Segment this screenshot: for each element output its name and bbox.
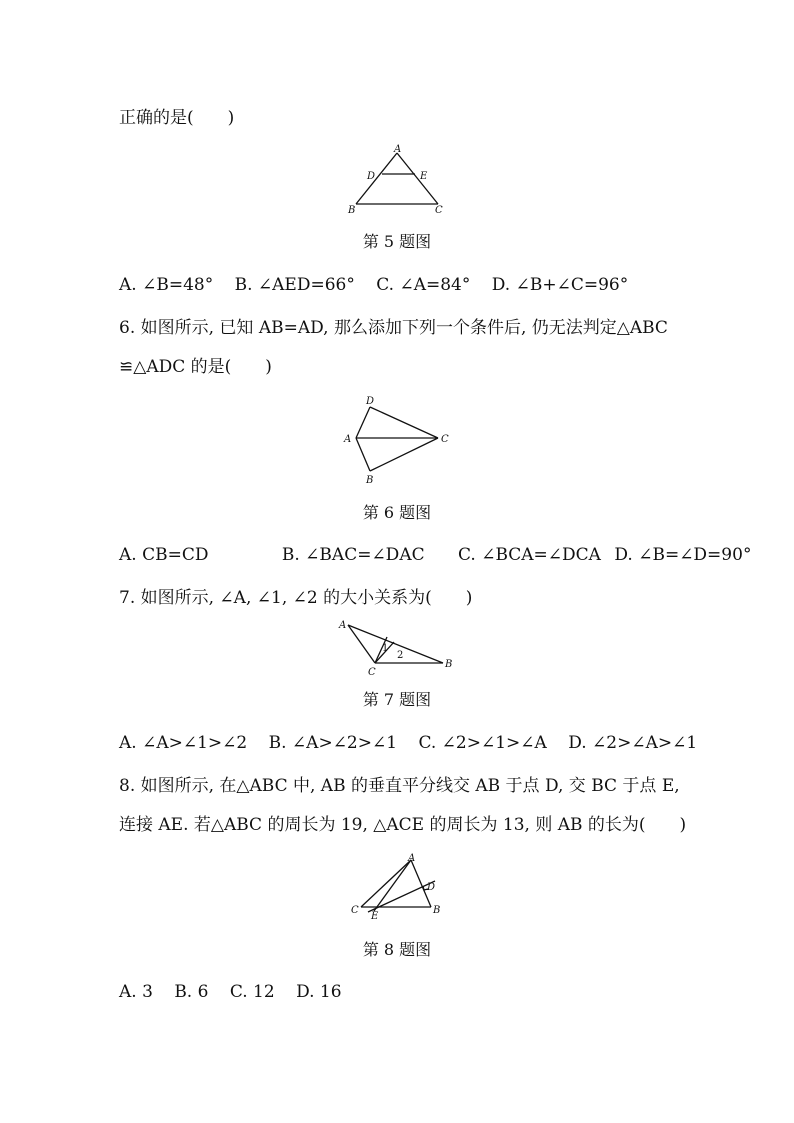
- q7-caption: 第 7 题图: [362, 690, 432, 709]
- q8-figure: [345, 849, 455, 921]
- q8-option-d[interactable]: D. 16: [296, 982, 342, 1002]
- q8-label-a: A: [408, 853, 416, 864]
- q6-option-c[interactable]: C. ∠BCA=∠DCA: [458, 545, 601, 565]
- q6-options: [119, 543, 767, 567]
- q5-label-a: A: [394, 144, 402, 155]
- q7-figure: [335, 618, 465, 678]
- q5-caption: 第 5 题图: [362, 232, 432, 251]
- q7-label-angle2: 2: [397, 650, 404, 661]
- q5-label-e: E: [420, 171, 428, 182]
- q8-label-d: D: [427, 882, 436, 893]
- q5-figure: [340, 142, 460, 220]
- q6-label-a: A: [344, 434, 352, 445]
- q5-label-b: B: [348, 205, 356, 216]
- q5-stem-tail: 正确的是( ): [119, 108, 235, 128]
- q8-option-b[interactable]: B. 6: [174, 982, 209, 1002]
- q7-option-d[interactable]: D. ∠2>∠A>∠1: [568, 733, 698, 753]
- q7-label-b: B: [445, 659, 453, 670]
- q6-option-d[interactable]: D. ∠B=∠D=90°: [614, 545, 752, 565]
- q6-caption: 第 6 题图: [362, 503, 432, 522]
- q7-options: [119, 731, 713, 755]
- q7-triangle-diagram: [335, 618, 465, 678]
- q5-label-d: D: [367, 171, 376, 182]
- q5-option-a[interactable]: A. ∠B=48°: [119, 275, 214, 295]
- q6-label-b: B: [366, 475, 374, 486]
- q7-label-a: A: [339, 620, 347, 631]
- q5-option-d[interactable]: D. ∠B+∠C=96°: [491, 275, 629, 295]
- q8-label-b: B: [433, 905, 441, 916]
- q5-options: [119, 273, 644, 297]
- q8-label-c: C: [351, 905, 359, 916]
- q6-option-a[interactable]: A. CB=CD: [119, 545, 209, 565]
- q8-stem-line1: 8. 如图所示, 在△ABC 中, AB 的垂直平分线交 AB 于点 D, 交 BC 于点 E,: [119, 776, 680, 796]
- q7-label-angle1: 1: [382, 643, 389, 654]
- q7-option-b[interactable]: B. ∠A>∠2>∠1: [268, 733, 398, 753]
- q6-stem-line2: ≌△ADC 的是( ): [119, 357, 272, 377]
- q6-label-d: D: [366, 396, 375, 407]
- q5-option-c[interactable]: C. ∠A=84°: [376, 275, 471, 295]
- q6-kite-diagram: [340, 393, 460, 489]
- q7-option-c[interactable]: C. ∠2>∠1>∠A: [418, 733, 547, 753]
- q7-label-c: C: [368, 667, 376, 678]
- q7-stem: 7. 如图所示, ∠A, ∠1, ∠2 的大小关系为( ): [119, 588, 473, 608]
- q5-option-b[interactable]: B. ∠AED=66°: [234, 275, 355, 295]
- q8-option-a[interactable]: A. 3: [119, 982, 153, 1002]
- q6-figure: [340, 393, 460, 489]
- q8-stem-line2: 连接 AE. 若△ABC 的周长为 19, △ACE 的周长为 13, 则 AB 的长为( ): [119, 815, 687, 835]
- q8-triangle-diagram: [345, 849, 455, 921]
- q8-caption: 第 8 题图: [362, 940, 432, 959]
- q8-option-c[interactable]: C. 12: [229, 982, 275, 1002]
- q5-label-c: C: [435, 205, 443, 216]
- q6-label-c: C: [441, 434, 449, 445]
- q8-options: [119, 980, 358, 1004]
- q7-option-a[interactable]: A. ∠A>∠1>∠2: [119, 733, 248, 753]
- q6-stem-line1: 6. 如图所示, 已知 AB=AD, 那么添加下列一个条件后, 仍无法判定△ABC: [119, 318, 668, 338]
- q6-option-b[interactable]: B. ∠BAC=∠DAC: [281, 545, 425, 565]
- q8-label-e: E: [371, 911, 379, 922]
- q5-triangle-diagram: [340, 142, 460, 220]
